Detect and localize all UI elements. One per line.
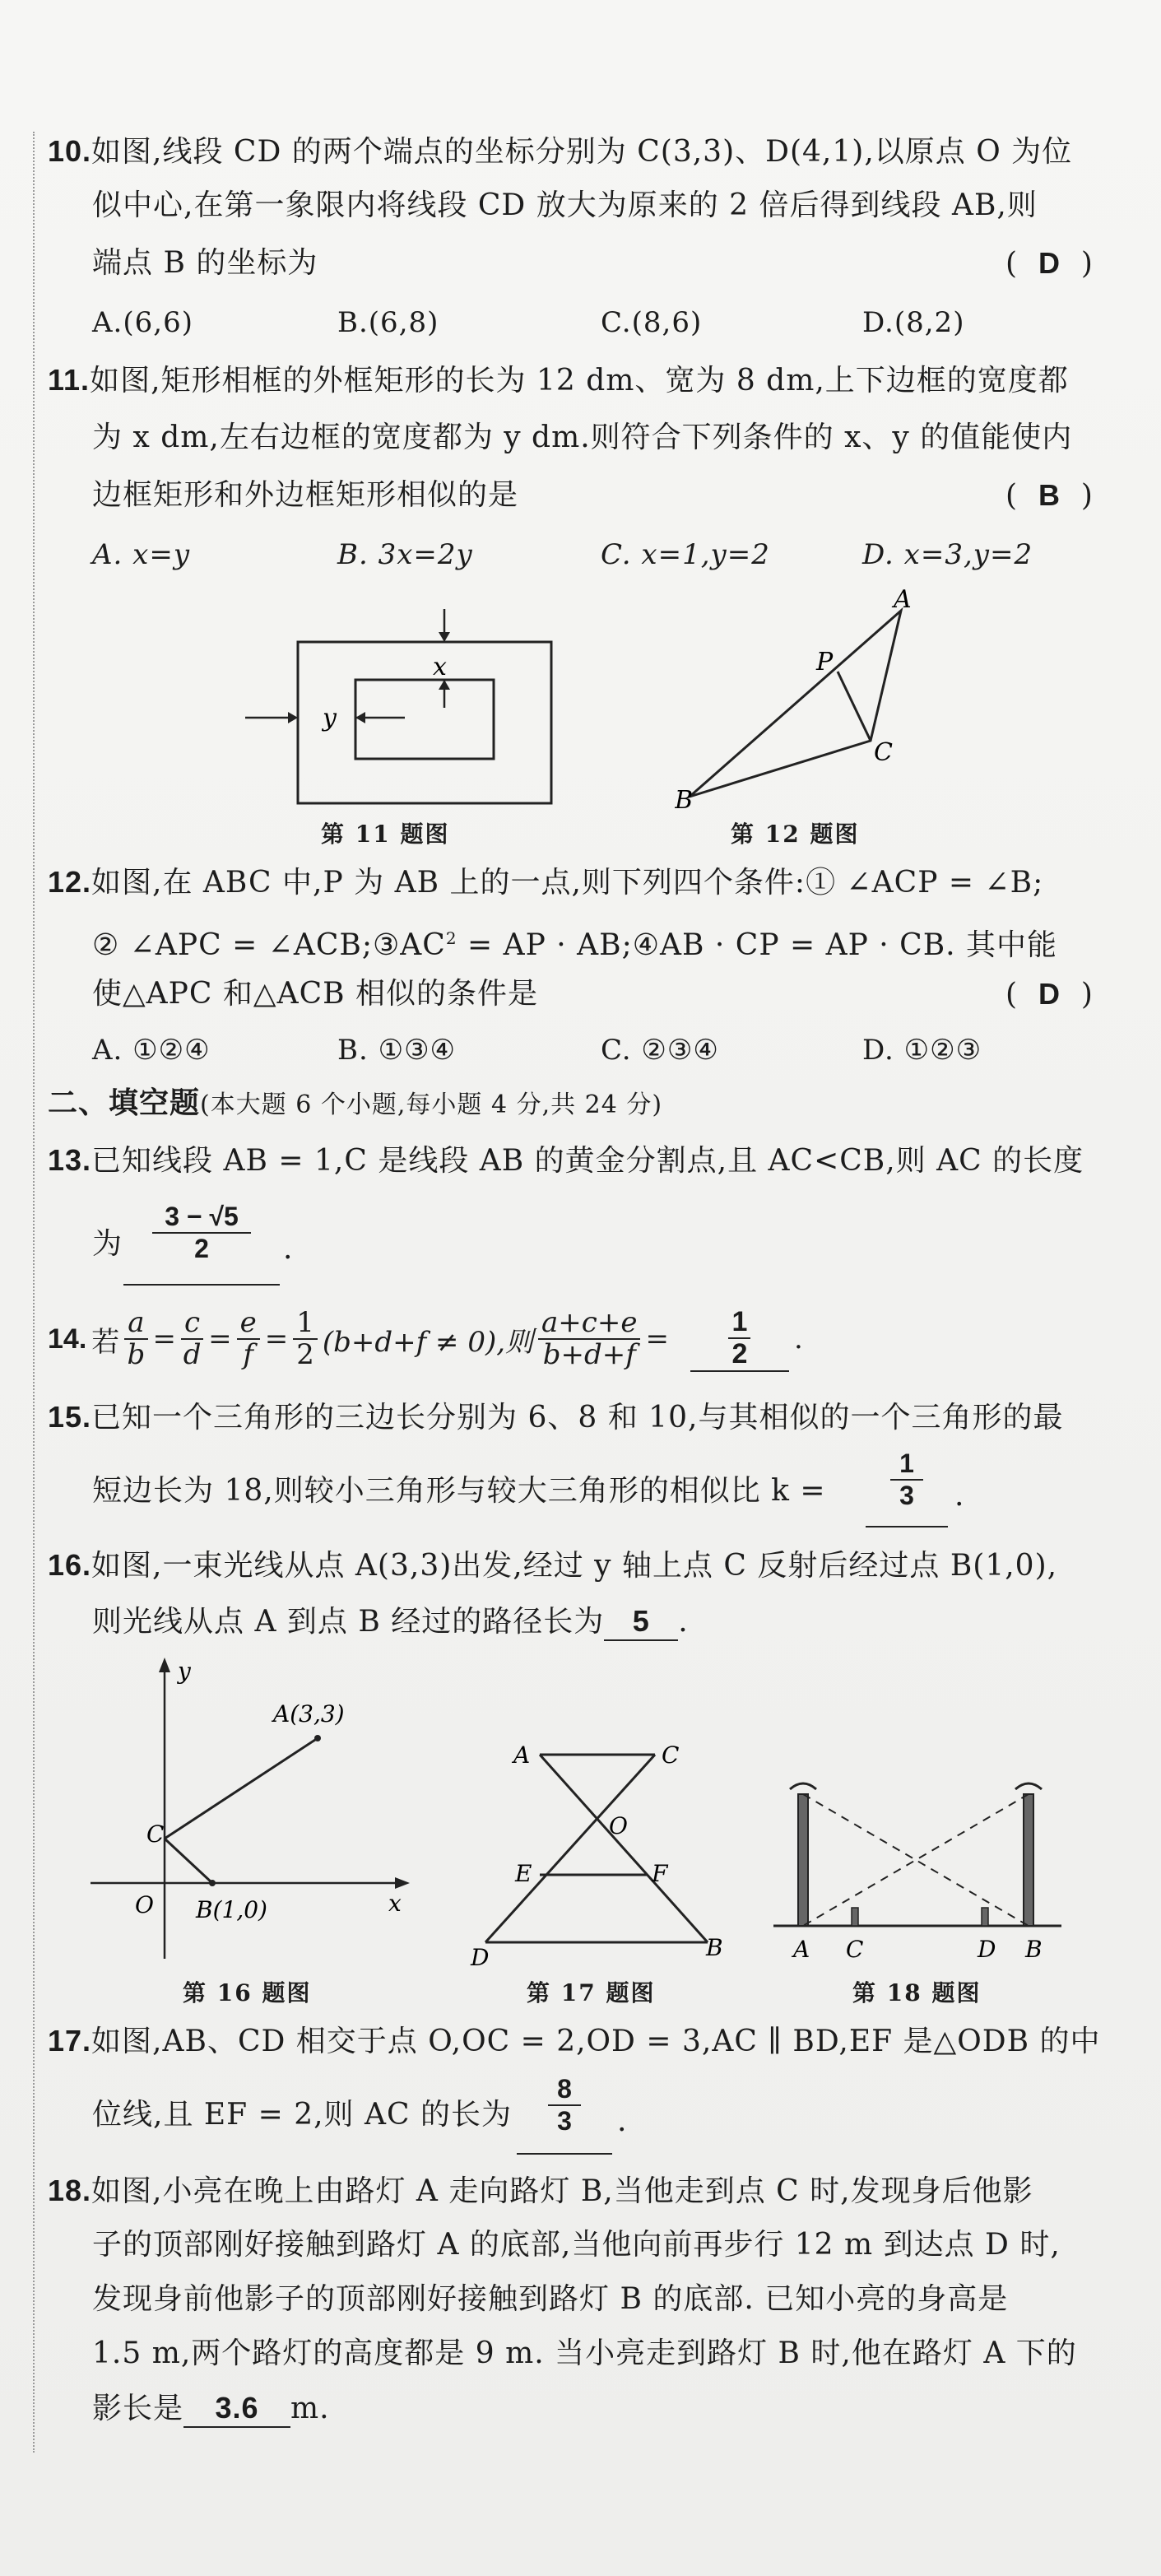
q13-answer-numerator: 3 − √5 [152,1202,251,1234]
fig12-label-b: B [675,786,694,815]
q12-line2: ② ∠APC = $\angle ACB;③AC^2$ = AP · AB;④AB · CP = AP · CB. 其中能 [92,928,1058,962]
triangle-abc [690,611,901,797]
fig17-caption: 第 17 题图 [527,1979,656,2006]
fig17-label-a: A [513,1741,531,1769]
q11-option-a: A. x=y [92,538,191,571]
lamp-a [798,1794,808,1926]
q12-line1: 12.如图,在 ABC 中,P 为 AB 上的一点,则下列四个条件:① ∠ACP = ∠B; [48,865,1044,900]
fig18-label-c: C [846,1936,864,1963]
q11-option-c: C. x=1,y=2 [601,538,770,571]
figure-17 [461,1737,724,1967]
q14-line: 14. 若 $\frac{a}{b}$ = $\frac{c}{d}$ = $\frac{e}{f}$ = $\frac{1}{2}$ (b+d+f ≠ 0),则 $\frac{a+c+e}{b+d+f}$ = $\frac{1}{2}$ . [48,1306,803,1372]
q13-answer-blank [123,1202,280,1286]
fig16-label-o: O [135,1891,154,1918]
q15-answer-blank: 1 3 [866,1448,948,1527]
figure-16 [82,1654,428,1967]
q16-line1: 16.如图,一束光线从点 A(3,3)出发,经过 y 轴上点 C 反射后经过点 B(1,0), [48,1548,1058,1583]
binding-edge [33,132,36,2453]
q10-line3: 端点 B 的坐标为 [92,246,318,280]
figure-12 [675,584,938,815]
figure-18 [765,1769,1094,1967]
fig17-label-c: C [662,1741,680,1769]
q10-line2: 似中心,在第一象限内将线段 CD 放大为原来的 2 倍后得到线段 AB,则 [92,188,1038,222]
q11-answer-bracket: ( B ) [1005,478,1094,513]
fig16-caption: 第 16 题图 [183,1979,312,2006]
fig17-label-b: B [706,1934,723,1961]
q10-option-a: A.(6,6) [92,306,193,339]
person-at-d [982,1908,988,1926]
q18-line2: 子的顶部刚好接触到路灯 A 的底部,当他向前再步行 12 m 到达点 D 时, [92,2228,1061,2262]
q18-line4: 1.5 m,两个路灯的高度都是 9 m. 当小亮走到路灯 B 时,他在路灯 A 下的 [92,2337,1077,2370]
fig16-label-c: C [146,1820,165,1848]
q17-line2: 位线,且 EF = 2,则 AC 的长为 [92,2098,512,2132]
fig11-label-x: x [433,653,447,681]
q13-line1: 13.已知线段 AB = 1,C 是线段 AB 的黄金分割点,且 AC<CB,则 AC 的长度 [48,1143,1084,1178]
fig18-caption: 第 18 题图 [852,1979,982,2006]
ray-ac [165,1738,318,1839]
q16-line2: 则光线从点 A 到点 B 经过的路径长为 5 . [92,1603,689,1641]
section-2-heading: 二、填空题(本大题 6 个小题,每小题 4 分,共 24 分) [48,1086,663,1119]
q11-line1: 11.如图,矩形相框的外框矩形的长为 12 dm、宽为 8 dm,上下边框的宽度都 [48,363,1069,398]
fig17-label-d: D [471,1944,490,1967]
figure-11 [230,593,576,831]
q10-option-c: C.(8,6) [601,306,703,339]
q18-line5: 影长是 3.6 m. [92,2390,330,2428]
q12-answer-bracket: ( D ) [1005,977,1094,1011]
q12-option-c: C. ②③④ [601,1034,719,1067]
q14-answer-blank: $\frac{1}{2}$ [690,1307,789,1372]
q12-option-b: B. ①③④ [337,1034,457,1067]
q11-answer: B [1038,478,1061,512]
q15-line1: 15.已知一个三角形的三边长分别为 6、8 和 10,与其相似的一个三角形的最 [48,1400,1064,1434]
q15-line2: 短边长为 18,则较小三角形与较大三角形的相似比 k = [92,1474,826,1508]
fig18-label-a: A [793,1936,810,1963]
fig16-label-x: x [388,1890,402,1917]
q10-option-b: B.(6,8) [337,306,439,339]
q18-answer: 3.6 [183,2390,290,2428]
fig16-label-a: A(3,3) [273,1700,345,1727]
lamp-b [1024,1794,1033,1926]
fig17-label-o: O [609,1812,628,1839]
q14-frac-a-b: $\frac{a}{b}$ [124,1308,147,1371]
fig12-label-c: C [874,738,893,767]
q18-line1: 18.如图,小亮在晚上由路灯 A 走向路灯 B,当他走到点 C 时,发现身后他影 [48,2174,1033,2208]
fig12-label-a: A [894,585,912,614]
q14-frac-sum: $\frac{a+c+e}{b+d+f}$ [538,1308,640,1371]
fig17-label-f: F [652,1860,668,1887]
q11-option-d: D. x=3,y=2 [862,538,1033,571]
q12-option-d: D. ①②③ [862,1034,982,1067]
fig16-label-b: B(1,0) [196,1896,267,1923]
q18-line3: 发现身前他影子的顶部刚好接触到路灯 B 的底部. 已知小亮的身高是 [92,2282,1009,2316]
fig18-label-b: B [1025,1936,1043,1963]
q12-answer: D [1038,977,1061,1011]
q14-frac-c-d: $\frac{c}{d}$ [181,1308,203,1371]
q13-line2: 为 [92,1227,123,1261]
fig18-label-d: D [978,1936,996,1963]
q11-line3: 边框矩形和外边框矩形相似的是 [92,478,519,512]
q14-frac-e-f: $\frac{e}{f}$ [237,1308,260,1371]
person-at-c [852,1908,858,1926]
fig16-label-y: y [178,1658,191,1685]
fig11-label-y: y [323,704,337,732]
q13-end: . [283,1232,294,1266]
inner-frame [355,680,494,759]
q10-line1: 10.如图,线段 CD 的两个端点的坐标分别为 C(3,3)、D(4,1),以原点 O 为位 [48,134,1073,169]
q10-option-d: D.(8,2) [862,306,965,339]
fig17-label-e: E [515,1860,532,1887]
q10-answer-bracket: ( D ) [1005,246,1094,281]
ray-cb [165,1839,212,1883]
fig12-caption: 第 12 题图 [731,821,860,848]
q14-frac-half: $\frac{1}{2}$ [293,1308,318,1371]
q17-answer-blank: 8 3 [517,2074,612,2155]
fig11-caption: 第 11 题图 [321,821,450,848]
q11-option-b: B. 3x=2y [337,538,473,571]
q10-answer: D [1038,246,1061,280]
segment-cp [838,672,871,741]
q12-line3: 使△APC 和△ACB 相似的条件是 [92,977,539,1011]
page: 10.如图,线段 CD 的两个端点的坐标分别为 C(3,3)、D(4,1),以原点 O 为位 似中心,在第一象限内将线段 CD 放大为原来的 2 倍后得到线段 AB,则 端点 B 的坐标为 ( D ) A.(6,6) B.(6,8) C.(8,6) D.(8,2) 11.如图,矩形相框的外框矩形的长为 12 dm、宽为 8 dm,上下边框的宽度都 为 x dm,左右边框的宽度都为 y dm.则符合下列条件的 x、y 的值能使内 边框矩形和外边框矩形相似的是 ( B ) A. x=y B. 3x=2y C. x=1,y=2 D. x=3,y=2 x y 第 11 题图 A B C P 第 12 题图 12.如图,在 ABC 中,P 为 AB 上的一点,则下列四个条件:① ∠ACP = ∠B; ② ∠APC = $\angle ACB;③AC^2$ = AP · AB;④AB · CP = AP · CB. 其中能 使△APC 和△ACB 相似的条件是 ( D ) A. ①②④ B. ①③④ C. ②③④ D. ①②③ 二、填空题(本大题 6 个小题,每小题 4 分,共 24 分) 13.已知线段 AB = 1,C 是线段 AB 的黄金分割点,且 AC<CB,则 AC 的长度 为 $\frac{3 - √5}{2}$ . 14. 若 $\frac{a}{b}$ = $\frac{c}{d}$ = $\frac{e}{f}$ = $\frac{1}{2}$ (b+d+f ≠ 0),则 $\frac{a+c+e}{b+d+f}$ = $\frac{1}{2}$ . 15.已知一个三角形的三边长分别为 6、8 和 10,与其相似的一个三角形的最 短边长为 18,则较小三角形与较大三角形的相似比 k = 1 3 . 16.如图,一束光线从点 A(3,3)出发,经过 y 轴上点 C 反射后经过点 B(1,0), 则光线从点 A 到点 B 经过的路径长为 5 . y x O A(3,3) C B(1,0) 第 16 题图 A C O E F D B 第 17 题图 A C D B 第 18 题图 17.如图,AB、CD 相交于点 O,OC = 2,OD = 3,AC ∥ BD,EF 是△ODB 的中 位线,且 EF = 2,则 AC 的长为 8 3 . 18.如图,小亮在晚上由路灯 A 走向路灯 B,当他走到点 C 时,发现身后他影 子的顶部刚好接触到路灯 A 的底部,当他向前再步行 12 m 到达点 D 时, 发现身前他影子的顶部刚好接触到路灯 B 的底部. 已知小亮的身高是 1.5 m,两个路灯的高度都是 9 m. 当小亮走到路灯 B 时,他在路灯 A 下的 影长是 3.6 m. [0,0,1161,2576]
q12-option-a: A. ①②④ [92,1034,211,1067]
fig12-label-p: P [816,648,834,677]
q17-line1: 17.如图,AB、CD 相交于点 O,OC = 2,OD = 3,AC ∥ BD,EF 是△ODB 的中 [48,2024,1101,2058]
q13-answer-denominator: 2 [194,1234,209,1263]
q11-line2: 为 x dm,左右边框的宽度都为 y dm.则符合下列条件的 x、y 的值能使内 [92,421,1073,454]
q16-answer: 5 [604,1603,678,1641]
